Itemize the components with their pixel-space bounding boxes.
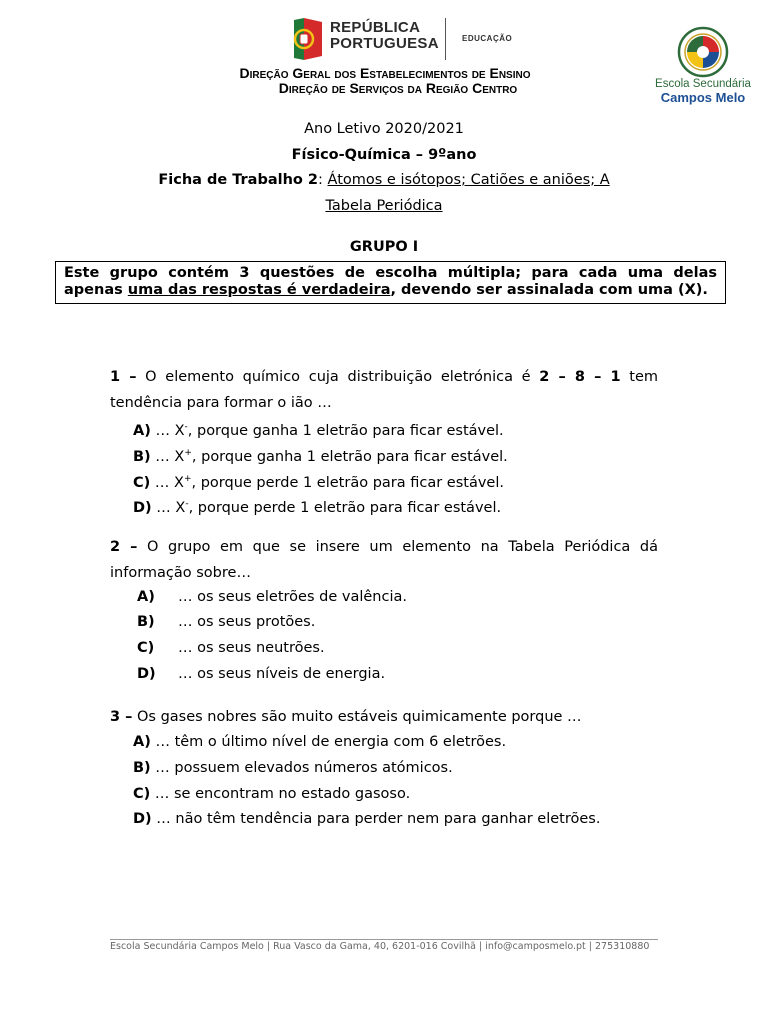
option-text: … os seus neutrões. <box>178 640 325 656</box>
option-text: … os seus protões. <box>178 614 316 630</box>
question-3-option-d[interactable] <box>133 809 600 829</box>
worksheet-sep: : <box>318 172 328 188</box>
question-1-number: 1 – <box>110 369 137 385</box>
question-1-option-d[interactable] <box>133 494 501 518</box>
instructions-text-a: Este grupo contém 3 questões de escolha múltipla; para cada uma delas apenas <box>64 265 717 298</box>
option-letter: A) <box>133 734 151 750</box>
school-emblem-icon <box>677 26 729 78</box>
question-1-text-a: O elemento químico cuja distribuição eletrónica é <box>136 369 540 385</box>
option-letter: B) <box>137 614 155 630</box>
question-2-option-c[interactable] <box>137 638 325 658</box>
ion-charge: + <box>183 474 192 484</box>
worksheet-topic-a: Átomos e isótopos; Catiões e aniões; A <box>327 172 610 188</box>
option-letter: B) <box>133 760 151 776</box>
subject-title: Físico-Química – 9ºano <box>291 147 477 163</box>
option-letter: C) <box>133 474 151 491</box>
question-3-option-c[interactable] <box>133 784 410 804</box>
directorate-header <box>150 66 620 96</box>
worksheet-label: Ficha de Trabalho 2 <box>158 172 319 188</box>
group-title: GRUPO I <box>349 239 419 255</box>
directorate-line1: Direção Geral dos Estabelecimentos de Ensino <box>239 65 531 81</box>
ion-charge: + <box>184 448 192 458</box>
option-text: … X <box>150 448 185 465</box>
option-text: … os seus níveis de energia. <box>178 666 386 682</box>
logo-divider <box>445 18 446 60</box>
school-name-line2: Campos Melo <box>660 90 746 105</box>
school-logo <box>648 26 758 105</box>
option-text: … se encontram no estado gasoso. <box>150 786 411 802</box>
portuguese-flag-emblem-icon <box>290 16 326 62</box>
directorate-line2: Direção de Serviços da Região Centro <box>278 80 518 96</box>
option-text: , porque perde 1 eletrão para ficar estável. <box>191 474 504 491</box>
footer-divider <box>110 939 658 940</box>
instructions-text-underlined: uma das respostas é verdadeira <box>127 282 391 298</box>
question-3-number: 3 – <box>110 709 133 725</box>
question-3-option-b[interactable] <box>133 758 453 778</box>
gov-name <box>330 20 439 52</box>
option-letter: A) <box>133 422 151 439</box>
option-text: , porque perde 1 eletrão para ficar estável. <box>188 499 502 516</box>
question-1-text-b: tem tendência para formar o ião … <box>110 369 659 411</box>
question-2-text: O grupo em que se insere um elemento na Tabela Periódica dá informação sobre… <box>110 539 659 581</box>
option-letter: A) <box>137 589 155 605</box>
option-text: … os seus eletrões de valência. <box>178 589 407 605</box>
worksheet-topic-line2 <box>0 198 768 214</box>
gov-name-line1: REPÚBLICA <box>330 19 421 36</box>
option-letter: B) <box>133 448 151 465</box>
option-text: , porque ganha 1 eletrão para ficar estável. <box>187 422 504 439</box>
gov-name-line2: PORTUGUESA <box>330 35 439 52</box>
ion-charge: - <box>184 422 188 432</box>
republica-portuguesa-logo <box>290 16 515 62</box>
option-text: … X <box>151 499 186 516</box>
footer-contact: Escola Secundária Campos Melo | Rua Vasco da Gama, 40, 6201-016 Covilhã | info@camposmelo.pt | 275310880 <box>110 941 650 952</box>
option-text: , porque ganha 1 eletrão para ficar estável. <box>191 448 508 465</box>
school-name-line1: Escola Secundária <box>655 78 751 90</box>
question-3 <box>110 704 658 730</box>
question-1-option-a[interactable] <box>133 417 504 441</box>
option-text: … X <box>150 422 185 439</box>
question-2-option-d[interactable] <box>137 664 386 684</box>
option-text: … têm o último nível de energia com 6 eletrões. <box>150 734 507 750</box>
worksheet-title <box>0 172 768 188</box>
question-2-option-b[interactable] <box>137 612 316 632</box>
question-1-config: 2 – 8 – 1 <box>539 369 621 385</box>
question-2-number: 2 – <box>110 539 138 555</box>
gov-department: EDUCAÇÃO <box>462 34 513 43</box>
question-1-option-c[interactable] <box>133 469 504 493</box>
option-letter: C) <box>133 786 151 802</box>
worksheet-topic-b: Tabela Periódica <box>325 198 443 214</box>
question-1 <box>110 364 658 416</box>
question-2-option-a[interactable] <box>137 587 407 607</box>
instructions-text-b: , devendo ser assinalada com uma (X). <box>390 282 708 298</box>
option-letter: D) <box>133 811 152 827</box>
option-letter: C) <box>137 640 155 656</box>
question-1-option-b[interactable] <box>133 443 508 467</box>
option-text: … possuem elevados números atómicos. <box>150 760 453 776</box>
question-3-option-a[interactable] <box>133 732 506 752</box>
option-letter: D) <box>133 499 152 516</box>
question-3-text: Os gases nobres são muito estáveis quimicamente porque … <box>132 709 582 725</box>
option-text: … X <box>150 474 184 491</box>
group-instructions-box <box>55 261 726 304</box>
option-letter: D) <box>137 666 156 682</box>
question-2 <box>110 534 658 586</box>
ion-charge: - <box>185 499 189 509</box>
option-text: … não têm tendência para perder nem para ganhar eletrões. <box>151 811 601 827</box>
school-year: Ano Letivo 2020/2021 <box>304 121 464 137</box>
